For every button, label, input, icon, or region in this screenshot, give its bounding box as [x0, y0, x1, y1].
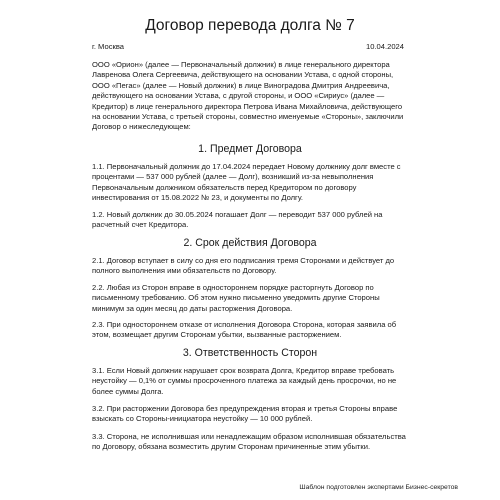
document-date: 10.04.2024	[365, 42, 404, 51]
template-footer: Шаблон подготовлен экспертами Бизнес-секретов	[299, 484, 458, 491]
intro-paragraph: ООО «Орион» (далее — Первоначальный должник) в лице генерального директора Лавренова Олега Сергеевича, действующего на основании Устава, с одной стороны, ООО «Пегас» (далее — Новый должник) в лице Виноградова Дмитрия Андреевича, действующего на основании Устава, с другой стороны, и ООО «Сириус» (далее — Кредитор) в лице генерального директора Петрова Ивана Михайловича, действующего на основании Устава, с третьей стороны, совместно именуемые «Стороны», заключили Договор о нижеследующем:	[92, 60, 404, 132]
document-title: Договор перевода долга № 7	[145, 17, 355, 34]
clause-2-2: 2.2. Любая из Сторон вправе в одностороннем порядке расторгнуть Договор по письменному требованию. Об этом нужно письменно уведомить другие Стороны минимум за один месяц до даты расторжения Договора.	[92, 283, 380, 313]
section-2-heading: 2. Срок действия Договора	[183, 237, 317, 249]
clause-3-1: 3.1. Если Новый должник нарушает срок возврата Долга, Кредитор вправе требовать неустойку — 0,1% от суммы просроченного платежа за каждый день просрочки, но не более суммы Долга.	[92, 366, 397, 396]
document-city: г. Москва	[92, 42, 124, 51]
clause-2-1: 2.1. Договор вступает в силу со дня его подписания тремя Сторонами и действует до полного выполнения ими обязательств по Договору.	[92, 256, 395, 276]
clause-1-2: 1.2. Новый должник до 30.05.2024 погашает Долг — переводит 537 000 рублей на расчетный счет Кредитора.	[92, 210, 383, 230]
section-1-heading: 1. Предмет Договора	[198, 143, 302, 155]
clause-3-3: 3.3. Сторона, не исполнившая или ненадлежащим образом исполнившая обязательства по Договору, обязана возместить другим Сторонам причиненные этим убытки.	[92, 432, 406, 452]
clause-2-3: 2.3. При одностороннем отказе от исполнения Договора Сторона, которая заявила об этом, возмещает другим Сторонам убытки, вызванные расторжением.	[92, 320, 397, 340]
section-3-heading: 3. Ответственность Сторон	[182, 347, 318, 359]
clause-1-1: 1.1. Первоначальный должник до 17.04.2024 передает Новому должнику долг вместе с процентами — 537 000 рублей (далее — Долг), возникший из-за невыполнения Первоначальным должником обязательств перед Кредитором по договору инвестирования от 15.08.2022 № 23, и документы по Долгу.	[92, 162, 401, 203]
clause-3-2: 3.2. При расторжении Договора без предупреждения вторая и третья Стороны вправе взыскать со Стороны-инициатора неустойку — 10 000 рублей.	[92, 404, 398, 424]
